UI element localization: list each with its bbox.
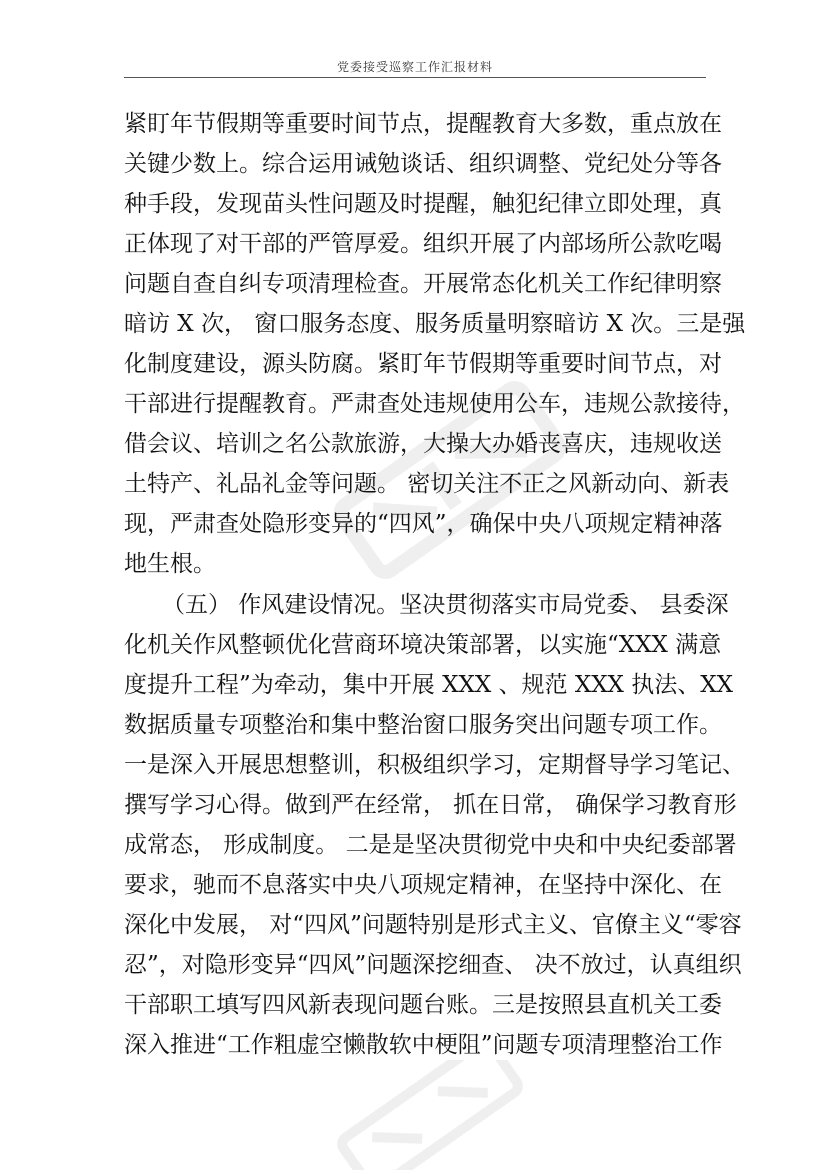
- text-line: 一是深入开展思想整训，积极组织学习，定期督导学习笔记、: [124, 752, 745, 778]
- text-line: 现，严肃查处隐形变异的“四风”，确保中央八项规定精神落: [124, 511, 723, 537]
- paragraph-heading-line: （五） 作风建设情况。坚决贯彻落实市局党委、 县委深: [162, 592, 729, 618]
- text-line: 成常态， 形成制度。 二是是坚决贯彻党中央和中央纪委部署: [124, 832, 737, 858]
- text-line: 化制度建设，源头防腐。紧盯年节假期等重要时间节点，对: [124, 351, 722, 377]
- text-line: 化机关作风整顿优化营商环境决策部署，以实施“XXX 满意: [124, 632, 722, 658]
- text-line: 干部进行提醒教育。严肃查处违规使用公车，违规公款接待，: [124, 391, 745, 417]
- text-line: 要求，驰而不息落实中央八项规定精神，在坚持中深化、在: [124, 872, 722, 898]
- text-line: 借会议、培训之名公款旅游，大操大办婚丧喜庆，违规收送: [124, 431, 722, 457]
- text-line: 问题自查自纠专项清理检查。开展常态化机关工作纪律明察: [124, 271, 722, 297]
- text-line: 深化中发展， 对“四风”问题特别是形式主义、官僚主义“零容: [124, 912, 742, 938]
- text-line: 地生根。: [124, 551, 216, 577]
- text-line: 深入推进“工作粗虚空懒散软中梗阻”问题专项清理整治工作: [124, 1032, 723, 1058]
- running-header: 党委接受巡察工作汇报材料: [336, 60, 493, 74]
- text-line: 数据质量专项整治和集中整治窗口服务突出问题专项工作。: [124, 712, 722, 738]
- text-line: 紧盯年节假期等重要时间节点，提醒教育大多数，重点放在: [124, 111, 722, 137]
- text-line: 种手段，发现苗头性问题及时提醒，触犯纪律立即处理，真: [124, 191, 722, 217]
- header-divider: [124, 77, 706, 78]
- text-line: 暗访 X 次， 窗口服务态度、服务质量明察暗访 X 次。三是强: [124, 311, 746, 337]
- text-line: 撰写学习心得。做到严在经常， 抓在日常， 确保学习教育形: [124, 792, 737, 818]
- text-line: 度提升工程”为牵动，集中开展 XXX 、规范 XXX 执法、XX: [124, 672, 733, 698]
- watermark-icon: [320, 1060, 540, 1170]
- text-line: 忍”，对隐形变异“四风”问题深挖细查、 决不放过，认真组织: [124, 952, 742, 978]
- text-line: 正体现了对干部的严管厚爱。组织开展了内部场所公款吃喝: [124, 231, 722, 257]
- text-line: 关键少数上。综合运用诫勉谈话、组织调整、党纪处分等各: [124, 151, 722, 177]
- text-line: 干部职工填写四风新表现问题台账。三是按照县直机关工委: [124, 992, 722, 1018]
- text-line: 土特产、礼品礼金等问题。 密切关注不正之风新动向、新表: [124, 471, 730, 497]
